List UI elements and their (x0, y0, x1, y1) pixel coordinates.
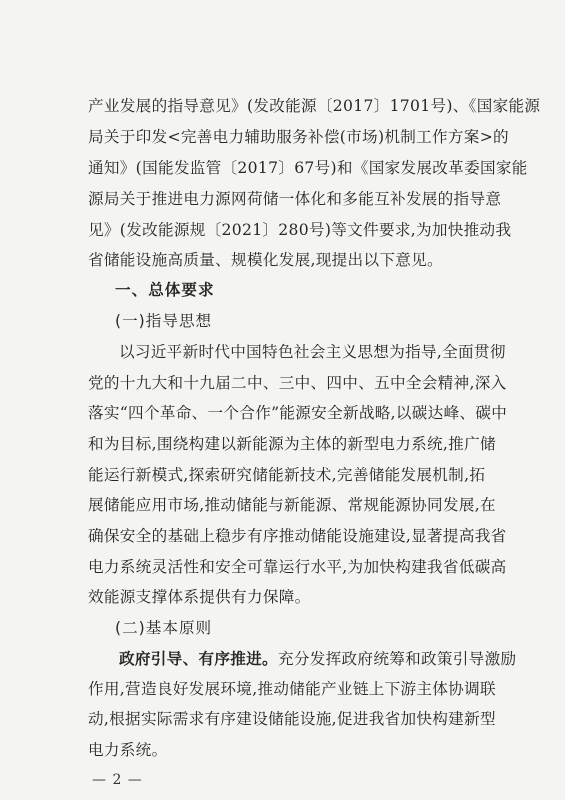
principle-text: 充分发挥政府统筹和政策引导激励 (277, 650, 517, 668)
body-text-line: 产业发展的指导意见》(发改能源〔2017〕1701号)、《国家能源 (88, 97, 541, 115)
body-text-line: 以习近平新时代中国特色社会主义思想为指导,全面贯彻 (119, 343, 506, 361)
body-text-line: 动,根据实际需求有序建设储能设施,促进我省加快构建新型 (88, 710, 496, 728)
body-text-line: 见》(发改能源规〔2021〕280号)等文件要求,为加快推动我 (88, 221, 512, 239)
body-text-line: 通知》(国能发监管〔2017〕67号)和《国家发展改革委国家能 (88, 159, 528, 177)
subsection-heading: (二)基本原则 (115, 619, 213, 637)
body-text-line: 党的十九大和十九届二中、三中、四中、五中全会精神,深入 (88, 374, 507, 392)
principle-line (119, 649, 517, 669)
body-text-line: 电力系统。 (88, 741, 168, 759)
body-text-line: 作用,营造良好发展环境,推动储能产业链上下游主体协调联 (88, 680, 496, 698)
body-text-line: 省储能设施高质量、规模化发展,现提出以下意见。 (88, 251, 443, 269)
page-number: — 2 — (92, 772, 143, 788)
body-text-line: 和为目标,围绕构建以新能源为主体的新型电力系统,推广储 (88, 435, 496, 453)
section-heading: 一、总体要求 (115, 281, 215, 299)
body-text-line: 源局关于推进电力源网荷储一体化和多能互补发展的指导意 (88, 190, 502, 208)
body-text-line: 落实“四个革命、一个合作”能源安全新战略,以碳达峰、碳中 (88, 404, 508, 422)
subsection-heading: (一)指导思想 (115, 312, 213, 330)
body-text-line: 展储能应用市场,推动储能与新能源、常规能源协同发展,在 (88, 496, 496, 514)
body-text-line: 电力系统灵活性和安全可靠运行水平,为加快构建我省低碳高 (88, 558, 507, 576)
body-text-line: 确保安全的基础上稳步有序推动储能设施建设,显著提高我省 (88, 527, 507, 545)
principle-title: 政府引导、有序推进。 (119, 650, 278, 668)
body-text-line: 局关于印发<完善电力辅助服务补偿(市场)机制工作方案>的 (88, 128, 509, 146)
body-text-line: 效能源支撑体系提供有力保障。 (88, 588, 311, 606)
body-text-line: 能运行新模式,探索研究储能新技术,完善储能发展机制,拓 (88, 466, 486, 484)
